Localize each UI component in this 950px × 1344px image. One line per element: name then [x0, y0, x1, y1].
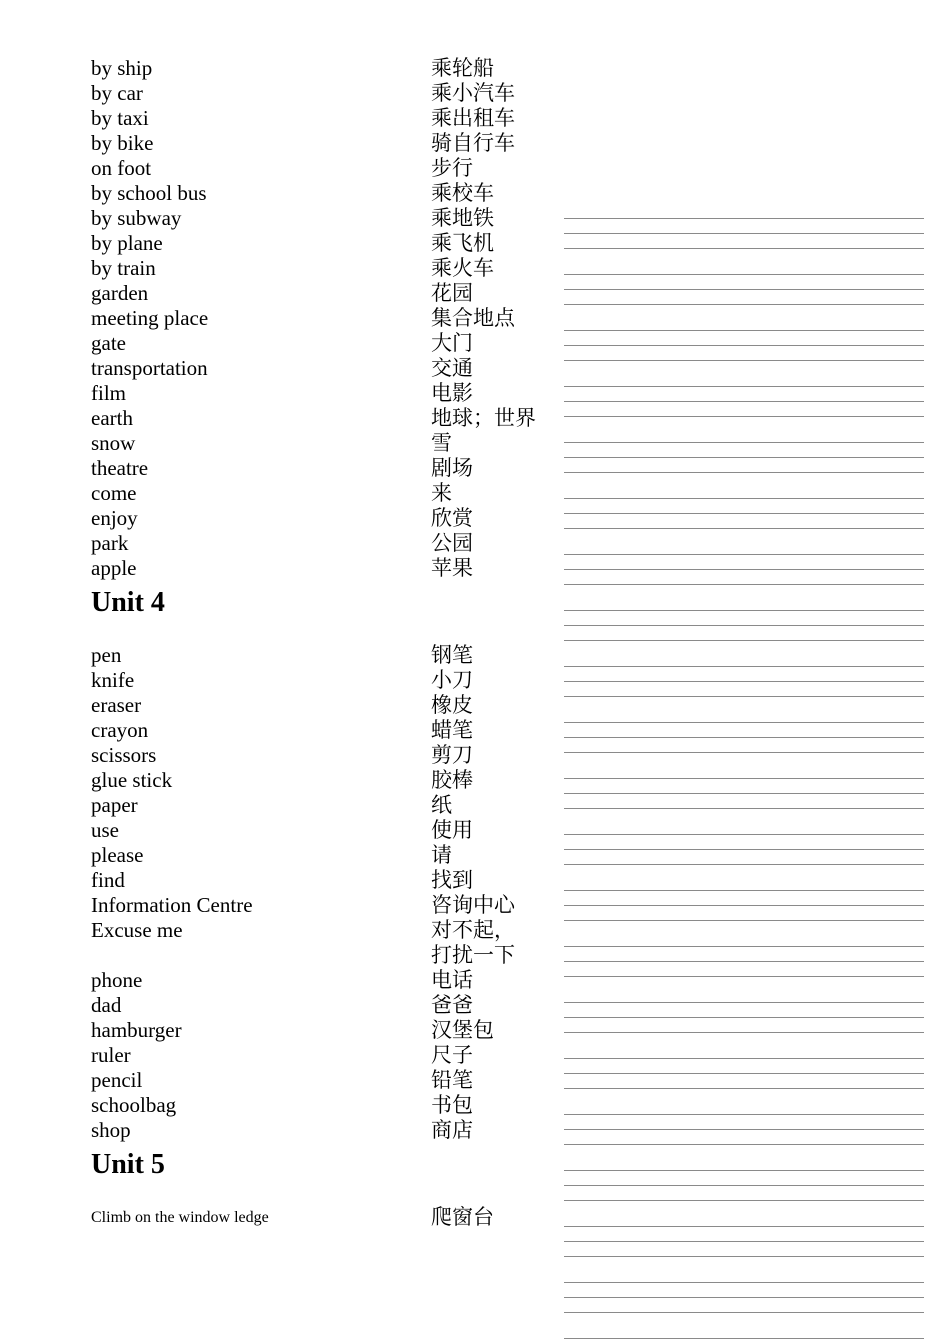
english-term: transportation: [91, 356, 208, 380]
chinese-meaning: 剧场: [431, 456, 473, 480]
writing-line: [564, 640, 924, 641]
unit4-heading-text: Unit 4: [91, 587, 165, 618]
writing-line: [564, 233, 924, 234]
english-term: please: [91, 843, 144, 867]
english-term: by subway: [91, 206, 182, 230]
writing-line: [564, 569, 924, 570]
writing-line: [564, 1256, 924, 1257]
chinese-meaning: 橡皮: [431, 693, 473, 717]
chinese-meaning: 咨询中心: [431, 893, 515, 917]
chinese-meaning: 来: [431, 481, 452, 505]
writing-line: [564, 1241, 924, 1242]
writing-line: [564, 666, 924, 667]
chinese-meaning: 骑自行车: [431, 131, 515, 155]
english-term: crayon: [91, 718, 149, 742]
chinese-meaning: 苹果: [431, 556, 473, 580]
writing-line: [564, 1017, 924, 1018]
vocab-row: [91, 181, 561, 206]
vocab-row: [91, 231, 561, 256]
chinese-meaning: 钢笔: [431, 643, 473, 667]
vocab-row: [91, 818, 561, 843]
writing-line: [564, 498, 924, 499]
chinese-meaning: 小刀: [431, 668, 473, 692]
english-term: meeting place: [91, 306, 209, 330]
english-term: gate: [91, 331, 126, 355]
english-term: use: [91, 818, 119, 842]
writing-line: [564, 1312, 924, 1313]
chinese-meaning: 步行: [431, 156, 473, 180]
english-term: enjoy: [91, 506, 138, 530]
writing-line: [564, 752, 924, 753]
chinese-meaning: 找到: [431, 868, 473, 892]
writing-line: [564, 584, 924, 585]
vocab-row: [91, 106, 561, 131]
writing-line: [564, 442, 924, 443]
chinese-meaning: 雪: [431, 431, 452, 455]
english-term: hamburger: [91, 1018, 182, 1042]
chinese-meaning: 爬窗台: [431, 1205, 494, 1229]
chinese-meaning: 乘出租车: [431, 106, 515, 130]
english-term: earth: [91, 406, 133, 430]
writing-line: [564, 834, 924, 835]
chinese-meaning: 大门: [431, 331, 473, 355]
writing-line: [564, 737, 924, 738]
english-term: pen: [91, 643, 122, 667]
chinese-meaning: 集合地点: [431, 306, 515, 330]
writing-line: [564, 274, 924, 275]
vocab-row: [91, 431, 561, 456]
english-term: by ship: [91, 56, 153, 80]
vocab-row: [91, 381, 561, 406]
writing-line: [564, 386, 924, 387]
vocab-row: [91, 893, 561, 918]
writing-lines-area: [564, 200, 924, 1344]
writing-line: [564, 905, 924, 906]
vocab-row: [91, 918, 561, 943]
vocab-row: [91, 943, 561, 968]
english-term: phone: [91, 968, 143, 992]
vocab-row: [91, 456, 561, 481]
vocab-row: [91, 868, 561, 893]
vocab-row: [91, 556, 561, 581]
english-term: Information Centre: [91, 893, 253, 917]
vocab-row: [91, 793, 561, 818]
writing-line: [564, 976, 924, 977]
chinese-meaning: 欣赏: [431, 506, 473, 530]
vocabulary-list: [91, 56, 561, 1230]
chinese-meaning: 商店: [431, 1118, 473, 1142]
vocab-row: [91, 968, 561, 993]
writing-line: [564, 681, 924, 682]
vocab-row: [91, 306, 561, 331]
unit5-word-list: [91, 1205, 561, 1230]
english-term: Excuse me: [91, 918, 183, 942]
chinese-meaning: 对不起，: [431, 918, 515, 942]
english-term: dad: [91, 993, 122, 1017]
writing-line: [564, 808, 924, 809]
english-term: knife: [91, 668, 135, 692]
writing-line: [564, 946, 924, 947]
writing-line: [564, 696, 924, 697]
writing-line: [564, 1058, 924, 1059]
writing-line: [564, 1114, 924, 1115]
english-term: schoolbag: [91, 1093, 177, 1117]
vocab-row: [91, 1043, 561, 1068]
chinese-meaning: 乘飞机: [431, 231, 494, 255]
chinese-meaning: 乘小汽车: [431, 81, 515, 105]
english-term: come: [91, 481, 137, 505]
vocab-row: [91, 1018, 561, 1043]
writing-line: [564, 890, 924, 891]
writing-line: [564, 248, 924, 249]
chinese-meaning: 乘火车: [431, 256, 494, 280]
english-term: pencil: [91, 1068, 143, 1092]
english-term: garden: [91, 281, 149, 305]
writing-line: [564, 1226, 924, 1227]
english-term: park: [91, 531, 129, 555]
vocab-row: [91, 1068, 561, 1093]
writing-line: [564, 778, 924, 779]
writing-line: [564, 610, 924, 611]
chinese-meaning: 汉堡包: [431, 1018, 494, 1042]
chinese-meaning: 请: [431, 843, 452, 867]
english-term: ruler: [91, 1043, 131, 1067]
vocab-row: [91, 1205, 561, 1230]
writing-line: [564, 1088, 924, 1089]
writing-line: [564, 793, 924, 794]
english-term: by car: [91, 81, 143, 105]
chinese-meaning: 打扰一下: [431, 943, 515, 967]
writing-line: [564, 1144, 924, 1145]
english-term: apple: [91, 556, 137, 580]
english-term: by train: [91, 256, 156, 280]
english-term: Climb on the window ledge: [91, 1209, 269, 1226]
chinese-meaning: 蜡笔: [431, 718, 473, 742]
vocab-row: [91, 156, 561, 181]
writing-line: [564, 1073, 924, 1074]
vocab-row: [91, 131, 561, 156]
vocab-row: [91, 481, 561, 506]
vocab-row: [91, 843, 561, 868]
chinese-meaning: 乘轮船: [431, 56, 494, 80]
writing-line: [564, 330, 924, 331]
writing-line: [564, 472, 924, 473]
writing-line: [564, 457, 924, 458]
vocab-row: [91, 1093, 561, 1118]
writing-line: [564, 625, 924, 626]
chinese-meaning: 纸: [431, 793, 452, 817]
writing-line: [564, 1170, 924, 1171]
vocab-row: [91, 668, 561, 693]
vocab-row: [91, 693, 561, 718]
vocab-row: [91, 768, 561, 793]
writing-line: [564, 401, 924, 402]
writing-line: [564, 1129, 924, 1130]
writing-line: [564, 304, 924, 305]
chinese-meaning: 剪刀: [431, 743, 473, 767]
english-term: theatre: [91, 456, 149, 480]
writing-line: [564, 849, 924, 850]
writing-line: [564, 554, 924, 555]
english-term: eraser: [91, 693, 142, 717]
vocab-row: [91, 506, 561, 531]
vocab-row: [91, 406, 561, 431]
unit4-heading: [91, 581, 561, 643]
chinese-meaning: 交通: [431, 356, 473, 380]
english-term: by taxi: [91, 106, 149, 130]
chinese-meaning: 书包: [431, 1093, 473, 1117]
vocab-row: [91, 531, 561, 556]
english-term: find: [91, 868, 125, 892]
english-term: shop: [91, 1118, 131, 1142]
vocab-row: [91, 743, 561, 768]
vocab-row: [91, 356, 561, 381]
writing-line: [564, 1282, 924, 1283]
chinese-meaning: 爸爸: [431, 993, 473, 1017]
english-term: paper: [91, 793, 138, 817]
writing-line: [564, 345, 924, 346]
vocab-row: [91, 718, 561, 743]
chinese-meaning: 铅笔: [431, 1068, 473, 1092]
english-term: snow: [91, 431, 136, 455]
writing-line: [564, 1200, 924, 1201]
vocab-row: [91, 256, 561, 281]
writing-line: [564, 528, 924, 529]
chinese-meaning: 乘校车: [431, 181, 494, 205]
writing-line: [564, 961, 924, 962]
writing-line: [564, 920, 924, 921]
vocab-row: [91, 56, 561, 81]
writing-line: [564, 360, 924, 361]
chinese-meaning: 尺子: [431, 1043, 473, 1067]
vocab-row: [91, 206, 561, 231]
writing-line: [564, 1185, 924, 1186]
writing-line: [564, 513, 924, 514]
english-term: by plane: [91, 231, 163, 255]
vocab-row: [91, 643, 561, 668]
chinese-meaning: 电话: [431, 968, 473, 992]
chinese-meaning: 公园: [431, 531, 473, 555]
chinese-meaning: 花园: [431, 281, 473, 305]
writing-line: [564, 1297, 924, 1298]
unit5-heading: [91, 1143, 561, 1205]
writing-line: [564, 1032, 924, 1033]
english-term: scissors: [91, 743, 157, 767]
unit3-word-list: [91, 56, 561, 581]
english-term: on foot: [91, 156, 152, 180]
english-term: glue stick: [91, 768, 173, 792]
writing-line: [564, 1002, 924, 1003]
chinese-meaning: 使用: [431, 818, 473, 842]
vocab-row: [91, 281, 561, 306]
chinese-meaning: 电影: [431, 381, 473, 405]
writing-line: [564, 722, 924, 723]
chinese-meaning: 胶棒: [431, 768, 473, 792]
chinese-meaning: 地球；世界: [431, 406, 536, 430]
english-term: by school bus: [91, 181, 207, 205]
writing-line: [564, 218, 924, 219]
unit4-word-list: [91, 643, 561, 1143]
writing-line: [564, 416, 924, 417]
vocab-row: [91, 331, 561, 356]
writing-line: [564, 864, 924, 865]
chinese-meaning: 乘地铁: [431, 206, 494, 230]
vocab-row: [91, 993, 561, 1018]
writing-line: [564, 1338, 924, 1339]
vocab-row: [91, 1118, 561, 1143]
unit5-heading-text: Unit 5: [91, 1149, 165, 1180]
english-term: film: [91, 381, 126, 405]
vocab-row: [91, 81, 561, 106]
english-term: by bike: [91, 131, 154, 155]
writing-line: [564, 289, 924, 290]
